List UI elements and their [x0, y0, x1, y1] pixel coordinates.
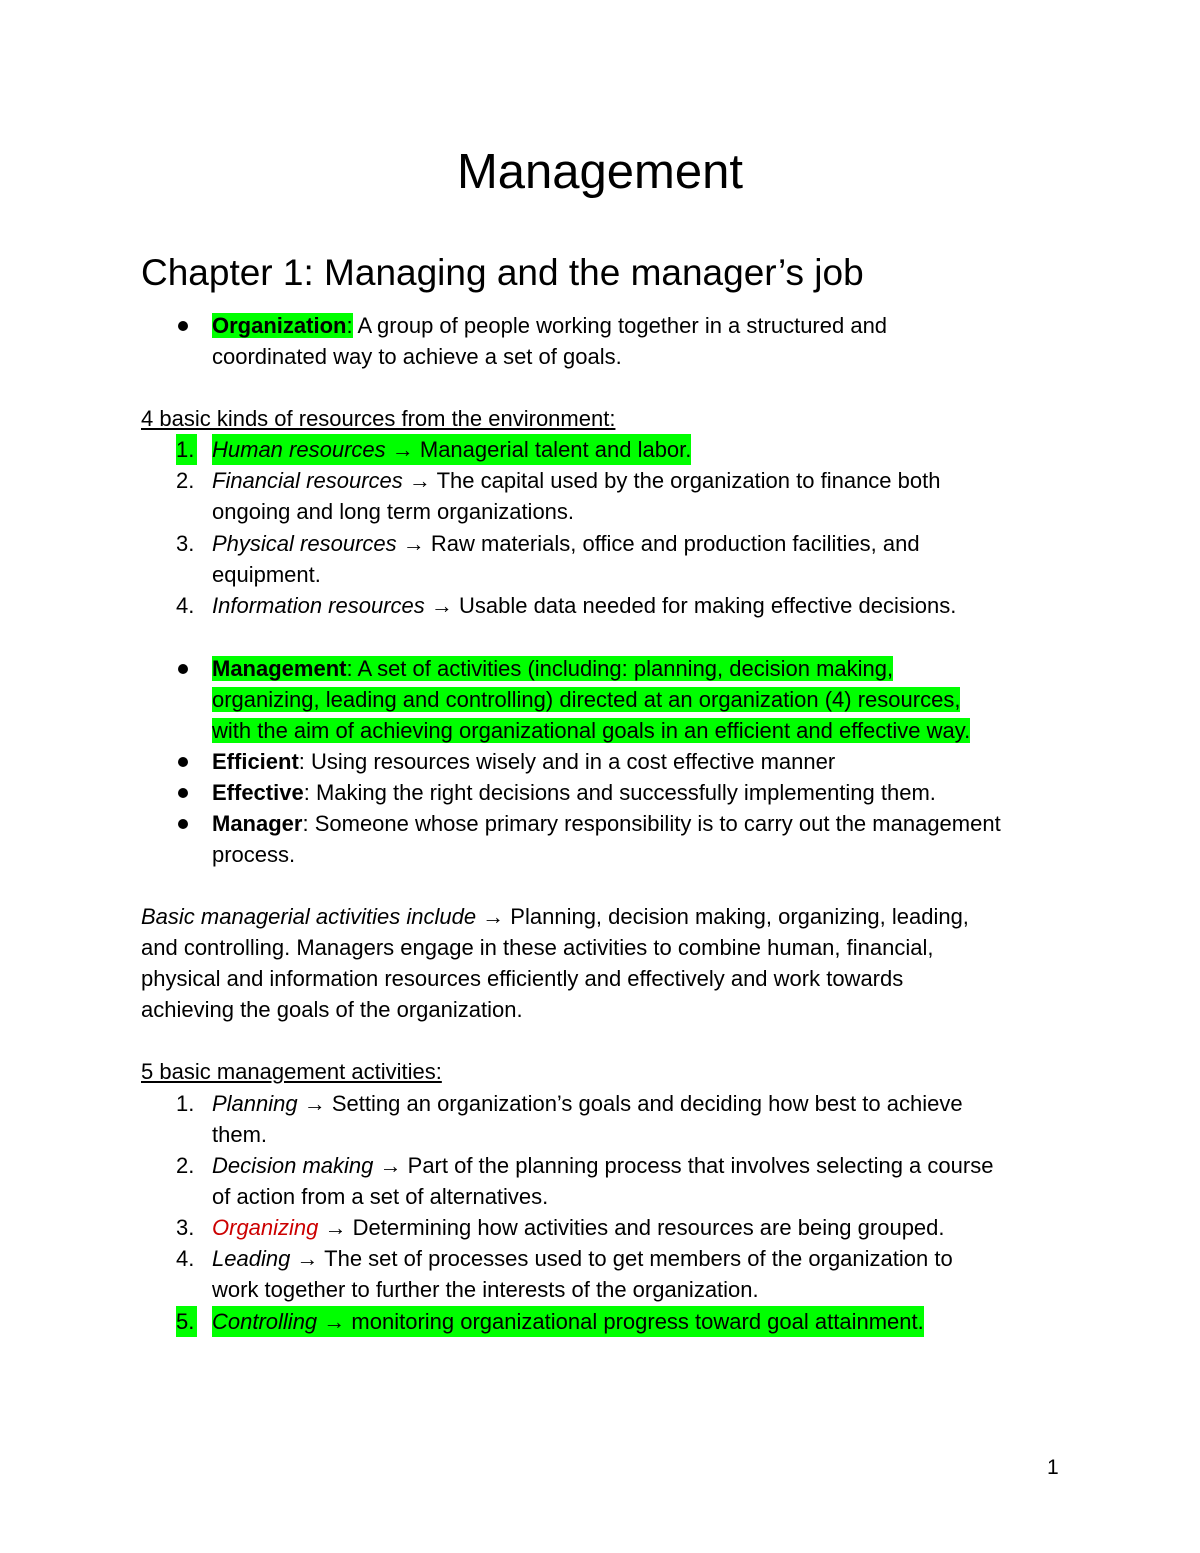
- list-number: 1.: [176, 434, 197, 465]
- paragraph-line3: physical and information resources efficiently and effectively and work towards: [141, 966, 904, 991]
- resource-item-financial-cont: ongoing and long term organizations.: [212, 499, 575, 524]
- manager-def-line1: Manager: Someone whose primary responsibility is to carry out the management: [212, 811, 1001, 836]
- organizing-term-red: Organizing: [212, 1215, 319, 1240]
- resource-item-financial: Financial resources → The capital used by the organization to finance both: [212, 468, 941, 493]
- efficient-term: Efficient: [212, 749, 299, 774]
- activity-item-organizing: Organizing → Determining how activities and resources are being grouped.: [212, 1215, 945, 1240]
- list-number: 1.: [176, 1091, 195, 1116]
- activity-item-leading: Leading → The set of processes used to get members of the organization to: [212, 1246, 953, 1271]
- organization-def-line2: coordinated way to achieve a set of goals.: [212, 344, 622, 369]
- management-def-line1: Management: A set of activities (including: planning, decision making,: [212, 656, 894, 681]
- organization-def-line1: Organization: A group of people working together in a structured and: [212, 313, 888, 338]
- activity-item-planning: Planning → Setting an organization’s goals and deciding how best to achieve: [212, 1091, 963, 1116]
- management-term: Management: [212, 656, 347, 681]
- bullet-dot: [178, 757, 188, 767]
- activity-item-leading-cont: work together to further the interests of the organization.: [212, 1277, 759, 1302]
- list-number: 3.: [176, 531, 195, 556]
- list-number: 4.: [176, 593, 195, 618]
- manager-term: Manager: [212, 811, 303, 836]
- activities-heading: 5 basic management activities:: [141, 1059, 442, 1084]
- resource-item-human: Human resources → Managerial talent and labor.: [212, 434, 691, 465]
- effective-term: Effective: [212, 780, 304, 805]
- list-number: 5.: [176, 1306, 197, 1337]
- list-number: 4.: [176, 1246, 195, 1271]
- paragraph-line4: achieving the goals of the organization.: [141, 997, 523, 1022]
- management-def-line3: with the aim of achieving organizational goals in an efficient and effective way.: [212, 718, 971, 743]
- list-number: 2.: [176, 1153, 195, 1178]
- activity-item-decision-making: Decision making → Part of the planning process that involves selecting a course: [212, 1153, 994, 1178]
- list-number: 3.: [176, 1215, 195, 1240]
- bullet-dot: [178, 321, 188, 331]
- effective-def: Effective: Making the right decisions and successfully implementing them.: [212, 780, 936, 805]
- bullet-dot: [178, 788, 188, 798]
- paragraph-line2: and controlling. Managers engage in these activities to combine human, financial,: [141, 935, 934, 960]
- manager-def-line2: process.: [212, 842, 296, 867]
- activity-item-planning-cont: them.: [212, 1122, 268, 1147]
- chapter-heading: Chapter 1: Managing and the manager’s job: [141, 252, 864, 293]
- activity-item-decision-making-cont: of action from a set of alternatives.: [212, 1184, 549, 1209]
- resource-item-information: Information resources → Usable data needed for making effective decisions.: [212, 593, 957, 618]
- bullet-dot: [178, 664, 188, 674]
- resource-item-physical-cont: equipment.: [212, 562, 321, 587]
- efficient-def: Efficient: Using resources wisely and in a cost effective manner: [212, 749, 836, 774]
- activity-item-controlling: Controlling → monitoring organizational progress toward goal attainment.: [212, 1306, 924, 1337]
- management-def-line2: organizing, leading and controlling) directed at an organization (4) resources,: [212, 687, 961, 712]
- resources-heading: 4 basic kinds of resources from the environment:: [141, 406, 616, 431]
- list-number: 2.: [176, 468, 195, 493]
- page-number: 1: [1047, 1456, 1059, 1479]
- resource-item-physical: Physical resources → Raw materials, office and production facilities, and: [212, 531, 920, 556]
- organization-term: Organization: [212, 313, 347, 338]
- document-title: Management: [456, 145, 743, 199]
- paragraph-line1: Basic managerial activities include → Planning, decision making, organizing, leading,: [141, 904, 969, 929]
- bullet-dot: [178, 819, 188, 829]
